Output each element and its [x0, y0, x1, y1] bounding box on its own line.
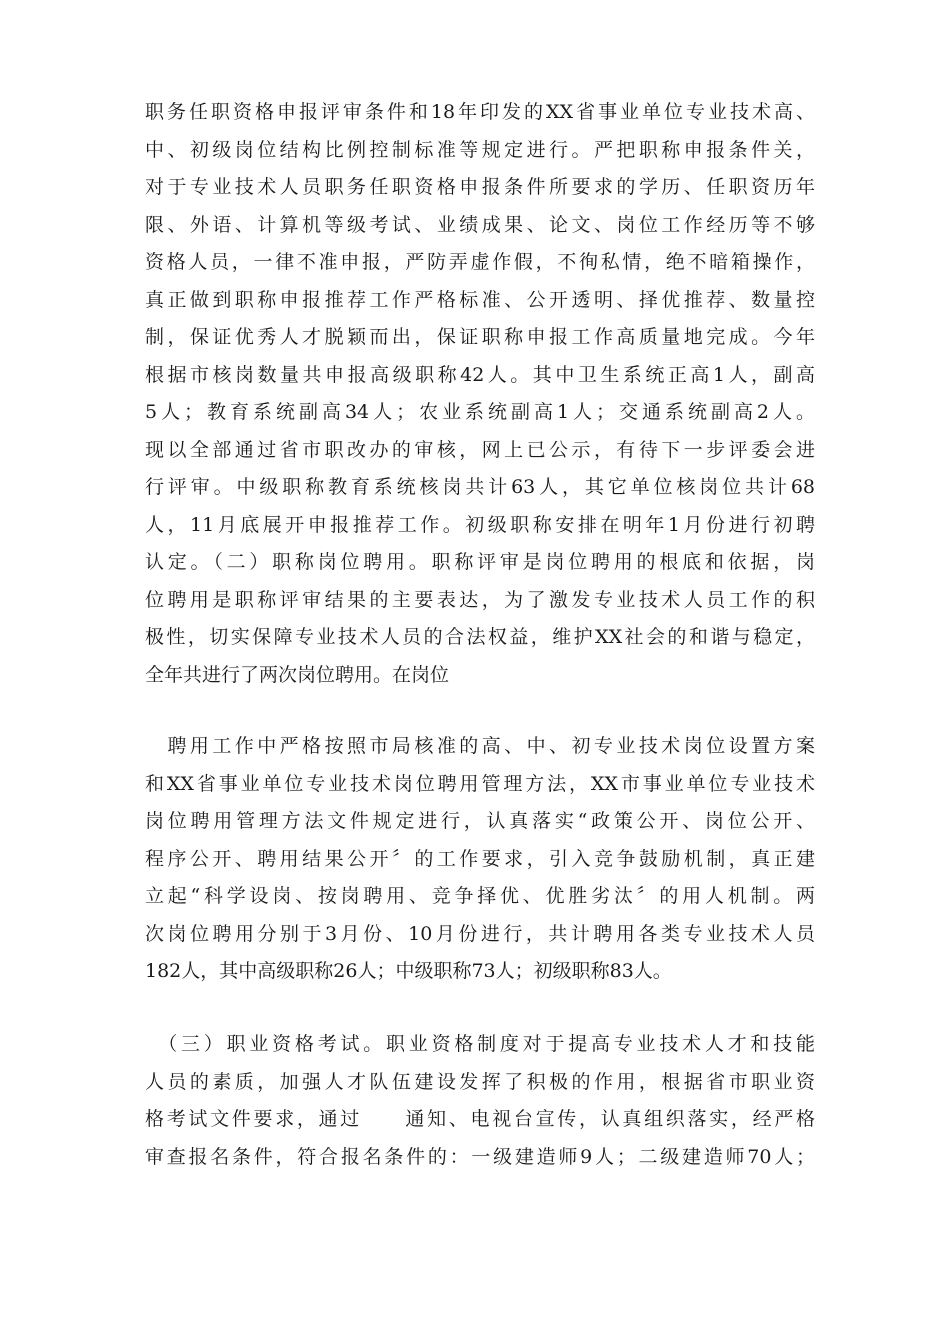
text-line: 次岗位聘用分别于3月份、10月份进行，共计聘用各类专业技术人员 [145, 922, 815, 945]
text-line: 极性，切实保障专业技术人员的合法权益，维护XX社会的和谐与稳定， [145, 626, 815, 648]
text-line: 位聘用是职称评审结果的主要表达，为了激发专业技术人员工作的积 [145, 588, 815, 611]
text-line: 资格人员，一律不准申报，严防弄虚作假，不徇私情，绝不暗箱操作， [145, 251, 815, 273]
text-line: 职务任职资格申报评审条件和18年印发的XX省事业单位专业技术高、 [145, 101, 815, 123]
text-line: 审查报名条件，符合报名条件的：一级建造师9人；二级建造师70人； [145, 1145, 815, 1168]
text-line: 格考试文件要求，通过 通知、电视台宣传，认真组织落实，经严格 [145, 1108, 815, 1130]
paragraph-3 [145, 1026, 815, 1176]
text-line: 根据市核岗数量共申报高级职称42人。其中卫生系统正高1人，副高 [145, 363, 815, 386]
paragraph-2 [145, 728, 815, 991]
text-line: 和XX省事业单位专业技术岗位聘用管理方法，XX市事业单位专业技术 [145, 772, 815, 795]
text-line: 中、初级岗位结构比例控制标准等规定进行。严把职称申报条件关， [145, 138, 815, 161]
paragraph-1 [145, 94, 815, 694]
text-line: 全年共进行了两次岗位聘用。在岗位 [145, 663, 450, 686]
text-line: 岗位聘用管理方法文件规定进行，认真落实“政策公开、岗位公开、 [145, 810, 815, 832]
text-line: 人员的素质，加强人才队伍建设发挥了积极的作用，根据省市职业资 [145, 1070, 815, 1093]
text-line: 182人，其中高级职称26人；中级职称73人；初级职称83人。 [145, 960, 672, 982]
text-line: 程序公开、聘用结果公开〞的工作要求，引入竞争鼓励机制，真正建 [145, 847, 815, 870]
text-line: 认定。（二）职称岗位聘用。职称评审是岗位聘用的根底和依据，岗 [145, 551, 815, 573]
text-line: 制，保证优秀人才脱颖而出，保证职称申报工作高质量地完成。今年 [145, 326, 815, 348]
text-line: 行评审。中级职称教育系统核岗共计63人，其它单位核岗位共计68 [145, 476, 815, 498]
text-line: 真正做到职称申报推荐工作严格标准、公开透明、择优推荐、数量控 [145, 288, 815, 311]
text-line: 人，11月底展开申报推荐工作。初级职称安排在明年1月份进行初聘 [145, 513, 815, 536]
text-line: 聘用工作中严格按照市局核准的高、中、初专业技术岗位设置方案 [145, 735, 815, 757]
text-line: 5人；教育系统副高34人；农业系统副高1人；交通系统副高2人。 [145, 401, 815, 423]
text-line: 现以全部通过省市职改办的审核，网上已公示，有待下一步评委会进 [145, 438, 815, 461]
text-line: （三）职业资格考试。职业资格制度对于提高专业技术人才和技能 [145, 1033, 815, 1055]
text-line: 立起“科学设岗、按岗聘用、竞争择优、优胜劣汰〞的用人机制。两 [145, 885, 815, 907]
text-line: 限、外语、计算机等级考试、业绩成果、论文、岗位工作经历等不够 [145, 213, 815, 236]
text-line: 对于专业技术人员职务任职资格申报条件所要求的学历、任职资历年 [145, 176, 815, 198]
